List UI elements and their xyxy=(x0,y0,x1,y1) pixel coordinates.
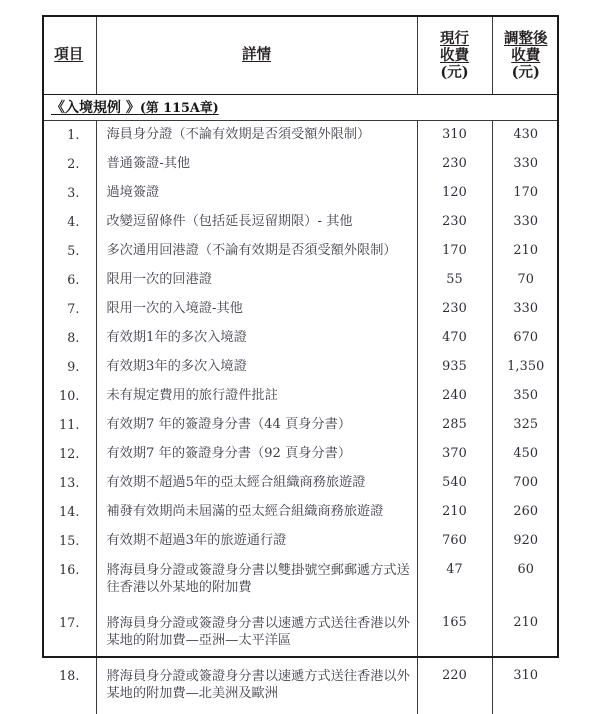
column-header-current-fee xyxy=(417,15,492,94)
row-new-fee: 700 xyxy=(492,468,559,497)
row-current-fee: 165 xyxy=(417,608,492,661)
section-heading-title: 《入境規例 》 xyxy=(51,100,140,116)
row-item-number: 16. xyxy=(42,555,96,608)
table-row xyxy=(42,207,559,236)
row-new-fee: 170 xyxy=(492,178,559,207)
column-header-detail xyxy=(96,15,417,94)
row-current-fee: 310 xyxy=(417,120,492,149)
row-item-number: 13. xyxy=(42,468,96,497)
row-item-number: 18. xyxy=(42,661,96,714)
row-detail-text: 限用一次的入境證-其他 xyxy=(96,294,417,323)
column-header-item xyxy=(42,15,96,94)
row-new-fee: 260 xyxy=(492,497,559,526)
row-item-number: 10. xyxy=(42,381,96,410)
table-row xyxy=(42,149,559,178)
row-item-number: 12. xyxy=(42,439,96,468)
row-new-fee: 210 xyxy=(492,236,559,265)
table-row xyxy=(42,294,559,323)
row-item-number: 15. xyxy=(42,526,96,555)
row-item-number: 11. xyxy=(42,410,96,439)
table-row xyxy=(42,236,559,265)
row-detail-text: 將海員身分證或簽證身分書以速遞方式送往香港以外某地的附加費—北美洲及歐洲 xyxy=(96,661,417,714)
row-detail-text: 限用一次的回港證 xyxy=(96,265,417,294)
row-detail-text: 有效期不超過5年的亞太經合組織商務旅遊證 xyxy=(96,468,417,497)
column-header-item-label: 項目 xyxy=(54,45,84,63)
column-header-detail-label: 詳情 xyxy=(242,45,271,63)
table-row xyxy=(42,323,559,352)
row-detail-text: 改變逗留條件（包括延長逗留期限）- 其他 xyxy=(96,207,417,236)
table-row xyxy=(42,608,559,661)
row-current-fee: 285 xyxy=(417,410,492,439)
row-current-fee: 47 xyxy=(417,555,492,608)
section-heading-cell xyxy=(42,94,559,120)
row-new-fee: 430 xyxy=(492,120,559,149)
section-heading-row xyxy=(42,94,559,120)
row-current-fee: 240 xyxy=(417,381,492,410)
row-new-fee: 330 xyxy=(492,207,559,236)
row-current-fee: 230 xyxy=(417,149,492,178)
row-current-fee: 540 xyxy=(417,468,492,497)
column-header-current-fee-unit: (元) xyxy=(440,64,469,82)
row-item-number: 5. xyxy=(42,236,96,265)
row-detail-text: 有效期7 年的簽證身分書（92 頁身分書） xyxy=(96,439,417,468)
row-detail-text: 有效期不超過3年的旅遊通行證 xyxy=(96,526,417,555)
row-detail-text: 將海員身分證或簽證身分書以雙掛號空郵郵遞方式送往香港以外某地的附加費 xyxy=(96,555,417,608)
row-item-number: 9. xyxy=(42,352,96,381)
row-new-fee: 350 xyxy=(492,381,559,410)
column-header-current-fee-line1: 現行 xyxy=(440,29,469,47)
table-row xyxy=(42,661,559,714)
column-header-current-fee-line2: 收費 xyxy=(440,47,469,65)
row-detail-text: 多次通用回港證（不論有效期是否須受額外限制） xyxy=(96,236,417,265)
table-row xyxy=(42,120,559,149)
row-new-fee: 330 xyxy=(492,149,559,178)
table-row xyxy=(42,497,559,526)
row-new-fee: 310 xyxy=(492,661,559,714)
table-body xyxy=(42,15,559,714)
column-header-new-fee-line1: 調整後 xyxy=(504,29,548,47)
table-header-row xyxy=(42,15,559,94)
row-detail-text: 將海員身分證或簽證身分書以速遞方式送往香港以外某地的附加費—亞洲—太平洋區 xyxy=(96,608,417,661)
column-header-new-fee-line2: 收費 xyxy=(511,47,541,65)
row-current-fee: 210 xyxy=(417,497,492,526)
table-row xyxy=(42,381,559,410)
section-heading-chapter: (第 115A章) xyxy=(139,101,219,116)
table-row xyxy=(42,439,559,468)
row-new-fee: 210 xyxy=(492,608,559,661)
row-item-number: 14. xyxy=(42,497,96,526)
table-row xyxy=(42,352,559,381)
row-current-fee: 470 xyxy=(417,323,492,352)
row-item-number: 6. xyxy=(42,265,96,294)
row-new-fee: 330 xyxy=(492,294,559,323)
row-current-fee: 170 xyxy=(417,236,492,265)
row-detail-text: 有效期3年的多次入境證 xyxy=(96,352,417,381)
column-header-new-fee xyxy=(492,15,559,94)
table-row xyxy=(42,468,559,497)
row-current-fee: 120 xyxy=(417,178,492,207)
row-new-fee: 325 xyxy=(492,410,559,439)
table-row xyxy=(42,410,559,439)
row-current-fee: 935 xyxy=(417,352,492,381)
row-new-fee: 70 xyxy=(492,265,559,294)
row-detail-text: 普通簽證-其他 xyxy=(96,149,417,178)
row-current-fee: 370 xyxy=(417,439,492,468)
row-detail-text: 有效期1年的多次入境證 xyxy=(96,323,417,352)
table-row xyxy=(42,178,559,207)
table-row xyxy=(42,555,559,608)
row-item-number: 8. xyxy=(42,323,96,352)
row-current-fee: 760 xyxy=(417,526,492,555)
row-item-number: 1. xyxy=(42,120,96,149)
row-item-number: 17. xyxy=(42,608,96,661)
column-header-new-fee-unit: (元) xyxy=(511,64,540,82)
table-row xyxy=(42,526,559,555)
row-detail-text: 有效期7 年的簽證身分書（44 頁身分書） xyxy=(96,410,417,439)
row-new-fee: 1,350 xyxy=(492,352,559,381)
row-current-fee: 220 xyxy=(417,661,492,714)
row-detail-text: 未有規定費用的旅行證件批註 xyxy=(96,381,417,410)
row-new-fee: 670 xyxy=(492,323,559,352)
row-item-number: 4. xyxy=(42,207,96,236)
row-detail-text: 海員身分證（不論有效期是否須受額外限制） xyxy=(96,120,417,149)
row-current-fee: 55 xyxy=(417,265,492,294)
row-item-number: 3. xyxy=(42,178,96,207)
row-detail-text: 補發有效期尚未屆滿的亞太經合組織商務旅遊證 xyxy=(96,497,417,526)
row-detail-text: 過境簽證 xyxy=(96,178,417,207)
row-new-fee: 450 xyxy=(492,439,559,468)
table-row xyxy=(42,265,559,294)
row-new-fee: 920 xyxy=(492,526,559,555)
row-item-number: 7. xyxy=(42,294,96,323)
row-current-fee: 230 xyxy=(417,207,492,236)
row-item-number: 2. xyxy=(42,149,96,178)
row-current-fee: 230 xyxy=(417,294,492,323)
row-new-fee: 60 xyxy=(492,555,559,608)
fee-schedule-table xyxy=(42,15,559,714)
